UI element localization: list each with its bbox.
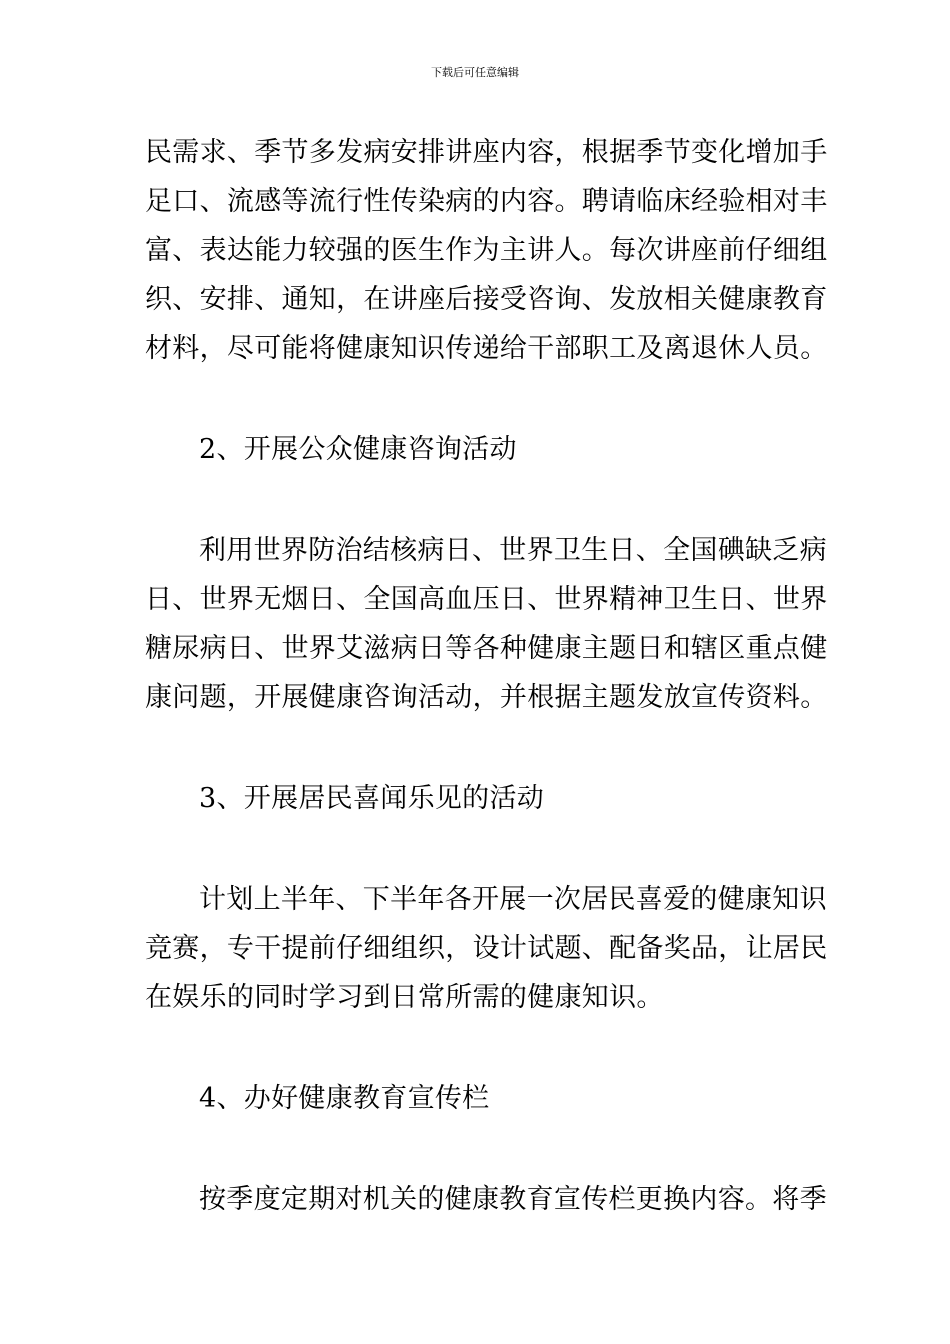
section-heading-3: 3、开展居民喜闻乐见的活动	[199, 783, 545, 814]
paragraph-gap	[145, 722, 815, 774]
document-body	[145, 128, 828, 1224]
paragraph-gap	[145, 1022, 815, 1074]
text-line: 织、安排、通知，在讲座后接受咨询、发放相关健康教育	[145, 284, 828, 315]
paragraph-gap	[145, 474, 815, 526]
paragraph-bulletin-board	[145, 1175, 827, 1224]
paragraph-gap	[145, 1123, 815, 1175]
text-line: 计划上半年、下半年各开展一次居民喜爱的健康知识	[199, 884, 827, 915]
text-line: 竞赛，专干提前仔细组织，设计试题、配备奖品，让居民	[145, 933, 828, 964]
text-line: 富、表达能力较强的医生作为主讲人。每次讲座前仔细组	[145, 235, 828, 266]
text-line: 日、世界无烟日、全国高血压日、世界精神卫生日、世界	[145, 584, 828, 615]
paragraph-gap	[145, 373, 815, 425]
paragraph-gap	[145, 823, 815, 875]
text-line: 按季度定期对机关的健康教育宣传栏更换内容。将季	[199, 1184, 827, 1215]
section-heading-2: 2、开展公众健康咨询活动	[199, 434, 517, 465]
text-line: 糖尿病日、世界艾滋病日等各种健康主题日和辖区重点健	[145, 633, 828, 664]
page-header: 下载后可任意编辑	[431, 66, 519, 79]
text-line: 康问题，开展健康咨询活动，并根据主题发放宣传资料。	[145, 682, 828, 713]
text-line: 材料，尽可能将健康知识传递给干部职工及离退休人员。	[145, 333, 828, 364]
text-line: 民需求、季节多发病安排讲座内容，根据季节变化增加手	[145, 137, 828, 168]
paragraph-competition	[145, 875, 828, 1022]
paragraph-lecture-content	[145, 128, 828, 373]
paragraph-health-days	[145, 526, 828, 722]
text-line: 利用世界防治结核病日、世界卫生日、全国碘缺乏病	[199, 535, 827, 566]
text-line: 足口、流感等流行性传染病的内容。聘请临床经验相对丰	[145, 186, 828, 217]
section-heading-4: 4、办好健康教育宣传栏	[199, 1083, 490, 1114]
text-line: 在娱乐的同时学习到日常所需的健康知识。	[145, 982, 664, 1013]
